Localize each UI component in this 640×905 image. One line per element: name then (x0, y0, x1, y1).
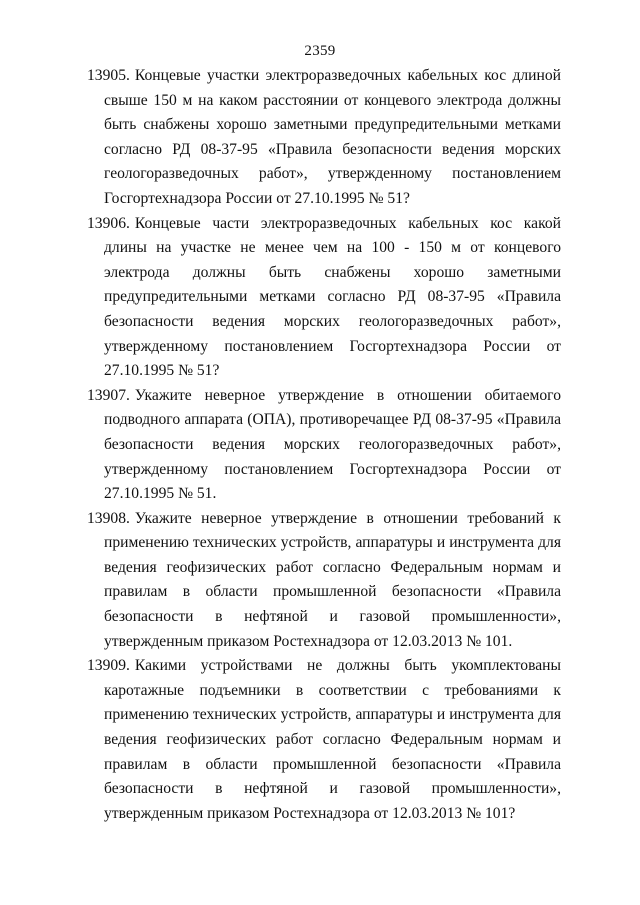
question-text: Какими устройствами не должны быть укомплектованы каротажные подъемники в соответствии с требованиями к применению технических устройств, аппаратуры и инструмента для ведения геофизических работ согласно Федеральным нормам и правилам в области промышленной безопасности «Правила безопасности в нефтяной и газовой промышленности», утвержденным приказом Ростехнадзора от 12.03.2013 № 101? (104, 657, 561, 822)
page-number: 2359 (304, 43, 336, 59)
question-number: 13906. (87, 214, 130, 232)
question-text: Концевые части электроразведочных кабельных кос какой длины на участке не менее чем на 100 - 150 м от концевого электрода должны быть снабжены хорошо заметными предупредительными метками согласно РД 08-37-95 «Правила безопасности ведения морских геологоразведочных работ», утвержденному постановлением Госгортехнадзора России от 27.10.1995 № 51? (104, 214, 561, 380)
question-item (87, 654, 561, 826)
question-text: Концевые участки электроразведочных кабельных кос длиной свыше 150 м на каком расстоянии от концевого электрода должны быть снабжены хорошо заметными предупредительными метками согласно РД 08-37-95 «Правила безопасности ведения морских геологоразведочных работ», утвержденному постановлением Госгортехнадзора России от 27.10.1995 № 51? (104, 67, 561, 207)
question-number: 13907. (87, 386, 130, 404)
question-item (87, 384, 561, 507)
question-list (87, 64, 561, 826)
question-number: 13909. (87, 657, 130, 675)
question-number: 13908. (87, 509, 130, 527)
question-item (87, 64, 561, 212)
question-text: Укажите неверное утверждение в отношении требований к применению технических устройств, аппаратуры и инструмента для ведения геофизических работ согласно Федеральным нормам и правилам в области промышленной безопасности «Правила безопасности в нефтяной и газовой промышленности», утвержденным приказом Ростехнадзора от 12.03.2013 № 101. (104, 509, 561, 650)
question-number: 13905. (87, 67, 130, 84)
question-text: Укажите неверное утверждение в отношении обитаемого подводного аппарата (ОПА), противоречащее РД 08-37-95 «Правила безопасности ведения морских геологоразведочных работ», утвержденному постановлением Госгортехнадзора России от 27.10.1995 № 51. (104, 386, 561, 503)
question-item (87, 212, 561, 384)
question-item (87, 507, 561, 655)
